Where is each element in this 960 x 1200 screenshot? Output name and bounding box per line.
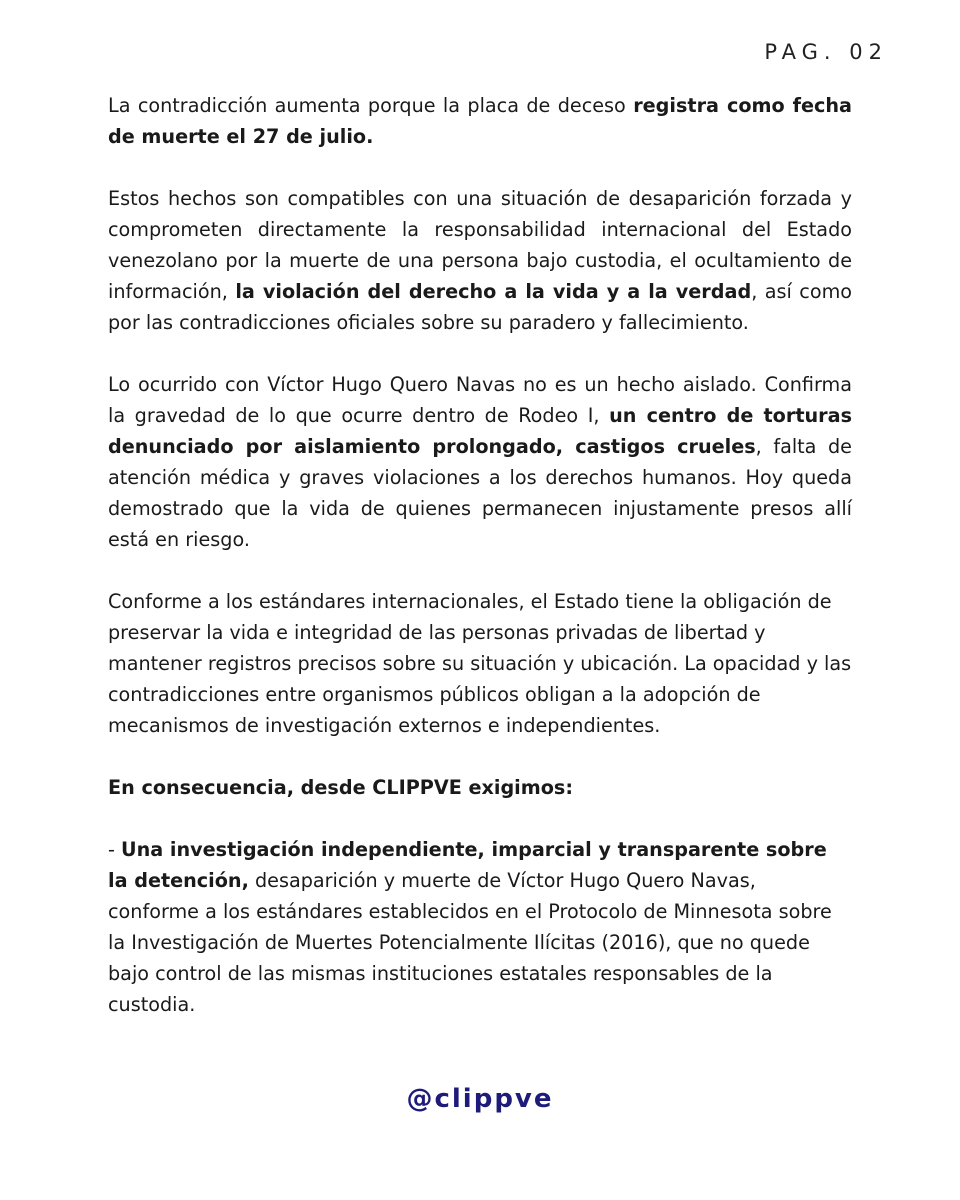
social-handle: @clippve <box>406 1084 554 1114</box>
paragraph-text: , falta de atención médica y graves violaciones a los derechos humanos. Hoy queda demostrado que la vida de quienes permanecen injustamente presos allí está en riesgo. <box>108 435 852 551</box>
paragraph-text: desaparición y muerte de Víctor Hugo Quero Navas, conforme a los estándares establecidos en el Protocolo de Minnesota sobre la Investigación de Muertes Potencialmente Ilícitas (2016), que no quede bajo control de las mismas instituciones estatales responsables de la custodia. <box>108 869 832 1016</box>
paragraph-text: , así como por las contradicciones oficiales sobre su paradero y fallecimiento. <box>108 280 853 334</box>
paragraph-bold-text: un centro de torturas denunciado por aislamiento prolongado, castigos crueles <box>108 404 852 458</box>
paragraph-text: Conforme a los estándares internacionales, el Estado tiene la obligación de preservar la vida e integridad de las personas privadas de libertad y mantener registros precisos sobre su situación y ubicación. La opacidad y las contradicciones entre organismos públicos obligan a la adopción de mecanismos de investigación externos e independientes. <box>108 590 852 737</box>
paragraph-bold-text: Una investigación independiente, imparcial y transparente sobre la detención, <box>108 838 827 892</box>
page-number: PAG. 02 <box>764 40 888 64</box>
list-dash: - <box>108 838 122 861</box>
document-body <box>108 90 852 1051</box>
paragraph-demands-heading <box>108 772 852 803</box>
paragraph-bold-text: la violación del derecho a la vida y a la verdad <box>235 280 752 303</box>
paragraph-text: Estos hechos son compatibles con una situación de desaparición forzada y comprometen directamente la responsabilidad internacional del Estado venezolano por la muerte de una persona bajo custodia, el ocultamiento de información, <box>108 187 852 303</box>
paragraph-demand-item <box>108 834 852 1020</box>
paragraph-death-date <box>108 90 852 152</box>
paragraph-forced-disappearance <box>108 183 852 338</box>
paragraph-rodeo-i <box>108 369 852 555</box>
demands-heading: En consecuencia, desde CLIPPVE exigimos: <box>108 776 574 799</box>
paragraph-text: Lo ocurrido con Víctor Hugo Quero Navas no es un hecho aislado. Confirma la gravedad de lo que ocurre dentro de Rodeo I, <box>108 373 852 427</box>
paragraph-bold-text: registra como fecha de muerte el 27 de julio. <box>108 94 852 148</box>
paragraph-international-standards <box>108 586 852 741</box>
paragraph-text: La contradicción aumenta porque la placa de deceso <box>108 94 634 117</box>
